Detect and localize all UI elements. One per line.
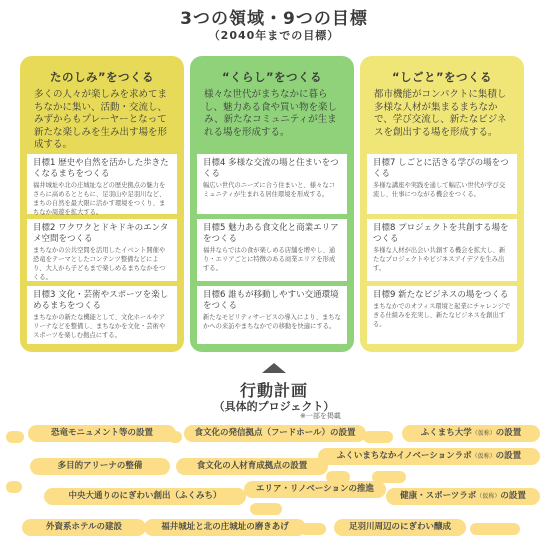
project-chip: 多目的アリーナの整備 — [30, 458, 170, 475]
project-chip: 恐竜モニュメント等の設置 — [28, 425, 176, 442]
column-description: 都市機能がコンパクトに集積し多様な人材が集まるまちなかで、学び交流し、新たなビジネスを創出する場を形成する。 — [374, 89, 507, 138]
project-chip: 食文化の発信拠点（フードホール）の設置 — [184, 425, 366, 442]
arrow-up-icon — [262, 363, 286, 373]
goal-card-2 — [27, 219, 177, 281]
goal-card-5 — [197, 219, 347, 281]
goal-card-9 — [367, 286, 517, 344]
goal-card-3 — [27, 286, 177, 344]
goal-label: 目標6 誰もが移動しやすい交通環境をつくる — [203, 290, 339, 311]
main-subtitle: （2040年までの目標） — [208, 29, 340, 42]
project-chip — [402, 425, 540, 442]
chip-text: の設置 — [495, 451, 522, 461]
decorative-blob — [6, 431, 24, 443]
goal-card-7 — [367, 154, 517, 214]
chip-tentative: （仮称） — [471, 430, 496, 437]
goal-label: 目標5 魅力ある食文化と商業エリアをつくる — [203, 223, 339, 244]
project-chip: エリア・リノベーションの推進 — [244, 481, 386, 498]
decorative-blob — [363, 431, 393, 443]
goal-text: まちなかの新たな機能として、文化ホールやアリーナなどを整備し、まちなかを文化・芸術やスポーツを楽しむ拠点にする。 — [33, 314, 166, 339]
chip-text: の設置 — [500, 491, 526, 501]
plan-note: ※一部を掲載 — [300, 412, 341, 420]
chip-tentative: （仮称） — [476, 493, 501, 500]
goal-text: 福井ならではの食が楽しめる店舗を増やし、通り・エリアごとに特徴のある商業エリアを形成する。 — [203, 247, 336, 272]
domain-column-shigoto — [360, 56, 524, 352]
goal-label: 目標2 ワクワクとドキドキのエンタメ空間をつくる — [33, 223, 169, 244]
column-description: 様々な世代がまちなかに暮らし、魅力ある食や買い物を楽しみ、新たなコミュニティが生まれる場を形成する。 — [204, 89, 338, 138]
goal-label: 目標9 新たなビジネスの場をつくる — [373, 290, 509, 300]
chip-text: ふくまち大学 — [420, 428, 472, 438]
goal-text: 幅広い世代のニーズに合う住まいと、様々なコミュニティが生まれる居住環境を形成する。 — [203, 182, 335, 198]
project-chip — [318, 448, 540, 465]
goal-text: 多様な講座や実践を通して幅広い世代が学び交流し、仕事につながる機会をつくる。 — [373, 182, 506, 198]
goal-label: 目標3 文化・芸術やスポーツを楽しめるまちをつくる — [33, 290, 169, 311]
goal-label: 目標7 しごとに活きる学びの場をつくる — [373, 158, 509, 179]
goal-text: 新たなモビリティサービスの導入により、まちなかへの来訪やまちなかでの移動を快適にする。 — [203, 314, 341, 330]
goal-label: 目標1 歴史や自然を活かした歩きたくなるまちをつくる — [33, 158, 169, 179]
column-heading: たのしみ”をつくる — [49, 70, 155, 84]
goal-text: 福井城址や北の庄城址などの歴史拠点の魅力をさらに高めるとともに、足羽山や足羽川など、まちの自然を最大限に活かす環境をつくり、まちなか周遊を拡大する。 — [33, 182, 166, 216]
plan-title: 行動計画 — [239, 381, 308, 400]
chip-text: ふくいまちなかイノベーションラボ — [336, 451, 472, 461]
goal-label: 目標4 多様な交流の場と住まいをつくる — [203, 158, 339, 179]
goal-card-1 — [27, 154, 177, 214]
column-heading: “くらし”をつくる — [221, 70, 323, 84]
project-chip: 中央大通りのにぎわい創出（ふくみち） — [44, 488, 246, 505]
main-title: 3つの領域・9つの目標 — [180, 9, 368, 29]
column-heading: “しごと”をつくる — [391, 70, 493, 84]
plan-subtitle: （具体的プロジェクト） — [213, 400, 335, 413]
goal-card-8 — [367, 219, 517, 281]
goal-label: 目標8 プロジェクトを共創する場をつくる — [373, 223, 509, 244]
project-chip: 食文化の人材育成拠点の設置 — [176, 458, 328, 475]
decorative-blob — [250, 503, 282, 515]
column-description: 多くの人々が楽しみを求めてまちなかに集い、活動・交流し、みずからもプレーヤーとなって新たな楽しみを生み出す場を形成する。 — [34, 89, 168, 150]
domain-column-tanoshimi — [20, 56, 184, 352]
chip-text: 健康・スポーツラボ — [400, 491, 477, 501]
goal-text: 多様な人材が出会い共創する機会を拡大し、新たなプロジェクトやビジネスアイデアを生み出す。 — [373, 247, 506, 272]
decorative-blob — [300, 523, 326, 535]
chip-text: の設置 — [495, 428, 522, 438]
project-chip — [386, 488, 540, 505]
goal-card-4 — [197, 154, 347, 214]
decorative-blob — [168, 431, 182, 443]
goal-text: まちなかでのオフィス環境と起業にチャレンジできる仕組みを充実し、新たなビジネスを創出する。 — [373, 303, 511, 328]
project-chip: 福井城址と北の庄城址の磨きあげ — [144, 519, 306, 536]
chip-tentative: （仮称） — [471, 453, 496, 460]
goal-card-6 — [197, 286, 347, 344]
goal-text: まちなかの公共空間を活用したイベント開催や恐竜をテーマとしたコンテンツ整備などにより、大人から子どもまで楽しめるまちなかをつくる。 — [33, 247, 166, 281]
decorative-blob — [470, 523, 520, 535]
project-chip: 足羽川周辺のにぎわい醸成 — [334, 519, 466, 536]
project-chip: 外資系ホテルの建設 — [22, 519, 146, 536]
domain-column-kurashi — [190, 56, 354, 352]
decorative-blob — [6, 481, 22, 493]
